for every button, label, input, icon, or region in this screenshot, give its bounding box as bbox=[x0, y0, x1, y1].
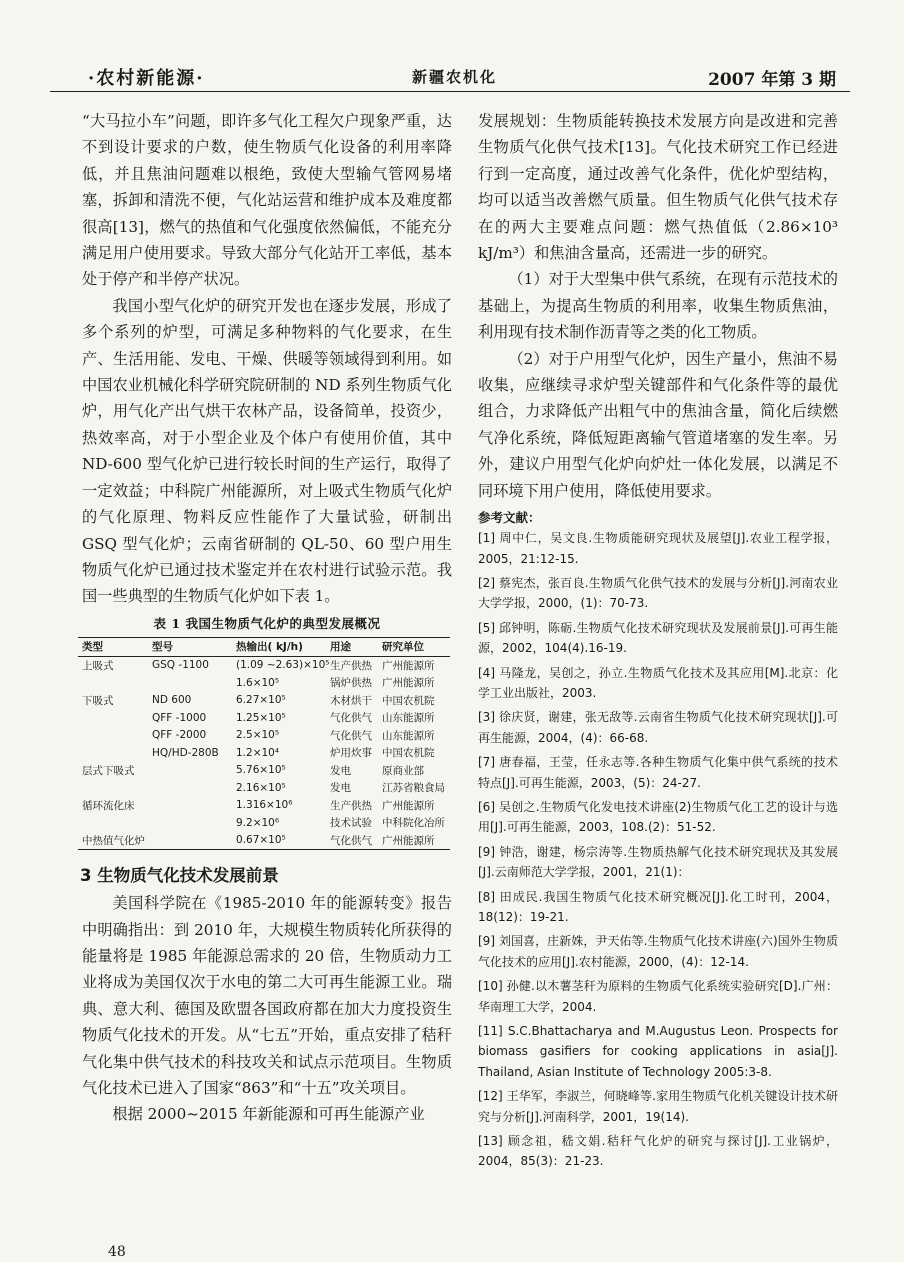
table-cell: 气化供气 bbox=[330, 712, 372, 725]
table-cell: QFF -1000 bbox=[152, 711, 207, 724]
table-header-cell: 型号 bbox=[152, 641, 173, 654]
table-row bbox=[78, 832, 450, 850]
table-cell: 中科院化冶所 bbox=[382, 817, 445, 830]
table-row bbox=[78, 709, 450, 727]
reference-item: [10] 孙健.以木薯茎秆为原料的生物质气化系统实验研究[D].广州：华南理工大学，2004. bbox=[478, 979, 838, 1014]
table-cell: 0.67×10⁵ bbox=[236, 834, 286, 847]
table-cell: 1.316×10⁶ bbox=[236, 799, 293, 812]
table-caption: 表 1 我国生物质气化炉的典型发展概况 bbox=[153, 615, 381, 631]
table-cell bbox=[152, 674, 236, 692]
left-column bbox=[82, 108, 452, 1128]
running-header bbox=[50, 58, 850, 92]
table-cell: 中国农机院 bbox=[382, 694, 435, 707]
table-header-cell: 热输出( kJ/h) bbox=[236, 641, 303, 654]
table-cell bbox=[152, 762, 236, 780]
page-number: 48 bbox=[108, 1244, 126, 1260]
table-cell: 1.25×10⁵ bbox=[236, 711, 286, 724]
table-cell bbox=[152, 779, 236, 797]
table-cell: 5.76×10⁵ bbox=[236, 764, 286, 777]
reference-item: [6] 吴创之.生物质气化发电技术讲座(2)生物质气化工艺的设计与选用[J].可再生能源，2003，108.(2)：51-52. bbox=[478, 799, 838, 835]
table-cell bbox=[78, 779, 152, 797]
table-cell: 原商业部 bbox=[382, 764, 424, 777]
table-cell: ND 600 bbox=[152, 694, 192, 707]
table-cell: 循环流化床 bbox=[82, 799, 135, 812]
table-cell bbox=[152, 797, 236, 815]
paragraph: （1）对于大型集中供气系统，在现有示范技术的基础上，为提高生物质的利用率，收集生物质焦油，利用现有技术制作沥青等之类的化工物质。 bbox=[478, 270, 838, 342]
table-cell: HQ/HD-280B bbox=[152, 746, 219, 759]
reference-item: [8] 田成民.我国生物质气化技术研究概况[J].化工时刊，2004，18(12)：19-21. bbox=[478, 889, 838, 924]
table-cell: QFF -2000 bbox=[152, 729, 207, 742]
table-header-cell: 类型 bbox=[82, 641, 103, 654]
table-cell: 炉用炊事 bbox=[330, 747, 372, 760]
paragraph: 我国小型气化炉的研究开发也在逐步发展，形成了多个系列的炉型，可满足多种物料的气化要求，在生产、生活用能、发电、干燥、供暖等领域得到利用。如中国农业机械化科学研究院研制的 ND 系列生物质气化炉，用气化产出气烘干农林产品，设备简单，投资少，热效率高，对于小型企业及个体户有使用价值，其中 ND-600 型气化炉已进行较长时间的生产运行，取得了一定效益；中科院广州能源所，对上吸式生物质气化炉的气化原理、物料反应性能作了大量试验，研制出 GSQ 型气化炉；云南省研制的 QL-50、60 型户用生物质气化炉已通过技术鉴定并在农村进行试验示范。我国一些典型的生物质气化炉如下表 1。 bbox=[82, 296, 452, 606]
table-row bbox=[78, 656, 450, 674]
reference-item: [1] 周中仁，吴文良.生物质能研究现状及展望[J].农业工程学报，2005，21:12-15. bbox=[478, 531, 838, 566]
table-cell: 层式下吸式 bbox=[82, 764, 135, 777]
table-cell: 广州能源所 bbox=[382, 834, 435, 847]
table-cell bbox=[78, 674, 152, 692]
table-cell: 中热值气化炉 bbox=[82, 834, 145, 847]
reference-item: [9] 刘国喜，庄新姝，尹天佑等.生物质气化技术讲座(六)国外生物质气化技术的应用[J].农村能源，2000，(4)：12-14. bbox=[478, 934, 838, 969]
table-cell bbox=[78, 814, 152, 832]
table-header-row bbox=[78, 637, 450, 656]
table-cell: 1.2×10⁴ bbox=[236, 746, 280, 759]
table-row bbox=[78, 674, 450, 692]
right-column bbox=[478, 108, 838, 1172]
paragraph: 美国科学院在《1985-2010 年的能源转变》报告中明确指出：到 2010 年，大规模生物质转化所获得的能量将是 1985 年能源总需求的 20 倍，生物质动力工业将成为美国仅次于水电的第二大可再生能源工业。瑞典、意大利、德国及欧盟各国政府都在加大力度投资生物质气化技术的开发。从“七五”开始，重点安排了秸秆气化集中供气技术的科技攻关和试点示范项目。生物质气化技术已进入了国家“863”和“十五”攻关项目。 bbox=[82, 894, 452, 1098]
table-cell: 广州能源所 bbox=[382, 659, 435, 672]
table-cell: 气化供气 bbox=[330, 729, 372, 742]
table-cell: 山东能源所 bbox=[382, 729, 435, 742]
table-cell: 生产供热 bbox=[330, 659, 372, 672]
reference-item: [7] 唐春福，王莹，任永志等.各种生物质气化集中供气系统的技术特点[J].可再生能源，2003，(5)：24-27. bbox=[478, 755, 838, 790]
table-cell: 气化供气 bbox=[330, 834, 372, 847]
reference-list bbox=[478, 528, 838, 1172]
paragraph: 发展规划：生物质能转换技术发展方向是改进和完善生物质气化供气技术[13]。气化技术研究工作已经进行到一定高度，通过改善气化条件，优化炉型结构，均可以适当改善燃气质量。但生物质气化供气技术存在的两大主要难点问题：燃气热值低（2.86×10³ kJ/m³）和焦油含量高，还需进一步的研究。 bbox=[478, 112, 838, 263]
table-cell: 山东能源所 bbox=[382, 712, 435, 725]
table-cell: 生产供热 bbox=[330, 799, 372, 812]
table-cell: 下吸式 bbox=[82, 694, 114, 707]
table-cell: 技术试验 bbox=[330, 817, 372, 830]
reference-item: [4] 马隆龙，吴创之，孙立.生物质气化技术及其应用[M].北京：化学工业出版社，2003. bbox=[478, 665, 838, 700]
reference-item: [2] 蔡宪杰，张百良.生物质气化供气技术的发展与分析[J].河南农业大学学报，2000，(1)：70-73. bbox=[478, 575, 838, 611]
table-cell: 锅炉供热 bbox=[330, 677, 372, 690]
reference-item: [11] S.C.Bhattacharya and M.Augustus Leon. Prospects for biomass gasifiers for cooking applications in asia[J]. Thailand, Asian Institute of Technology 2005:3-8. bbox=[478, 1024, 838, 1079]
table-cell bbox=[78, 709, 152, 727]
table-cell: 2.16×10⁵ bbox=[236, 781, 286, 794]
table-row bbox=[78, 762, 450, 780]
reference-item: [12] 王华军，李淑兰，何晓峰等.家用生物质气化机关键设计技术研究与分析[J].河南科学，2001，19(14). bbox=[478, 1089, 838, 1124]
issue-label: 2007 年第 3 期 bbox=[708, 70, 836, 90]
table-cell: 6.27×10⁵ bbox=[236, 694, 286, 707]
journal-section: ·农村新能源· bbox=[88, 68, 205, 89]
table-row bbox=[78, 744, 450, 762]
table-cell: 9.2×10⁶ bbox=[236, 816, 280, 829]
table-header-cell: 研究单位 bbox=[382, 641, 424, 654]
table-cell bbox=[78, 727, 152, 745]
table-row bbox=[78, 727, 450, 745]
references-title: 参考文献： bbox=[478, 510, 541, 526]
reference-item: [13] 顾念祖，嵇文娟.秸秆气化炉的研究与探讨[J].工业锅炉，2004，85(3)：21-23. bbox=[478, 1134, 838, 1169]
table-cell: 广州能源所 bbox=[382, 799, 435, 812]
reference-item: [9] 钟浩，谢建，杨宗涛等.生物质热解气化技术研究现状及其发展[J].云南师范大学学报，2001，21(1)： bbox=[478, 844, 838, 880]
table-header-cell: 用途 bbox=[330, 641, 351, 654]
table-cell: 中国农机院 bbox=[382, 747, 435, 760]
table-row bbox=[78, 814, 450, 832]
section-heading: 3 生物质气化技术发展前景 bbox=[80, 866, 279, 886]
table-cell: 广州能源所 bbox=[382, 677, 435, 690]
table-row bbox=[78, 797, 450, 815]
table-row bbox=[78, 779, 450, 797]
table-cell: (1.09 ~2.63)×10⁵ bbox=[236, 659, 330, 672]
journal-name: 新疆农机化 bbox=[412, 68, 498, 86]
table-cell: GSQ -1100 bbox=[152, 659, 209, 672]
table-cell: 江苏省粮食局 bbox=[382, 782, 445, 795]
table-cell bbox=[78, 744, 152, 762]
table-cell: 2.5×10⁵ bbox=[236, 729, 280, 742]
table-cell bbox=[152, 832, 236, 850]
table-cell: 上吸式 bbox=[82, 659, 114, 672]
reference-item: [5] 邱钟明，陈砺.生物质气化技术研究现状及发展前景[J].可再生能源，2002，104(4).16-19. bbox=[478, 620, 838, 656]
table-cell: 1.6×10⁵ bbox=[236, 676, 280, 689]
gasifier-table bbox=[78, 637, 450, 851]
paragraph: “大马拉小车”问题，即许多气化工程欠户现象严重，达不到设计要求的户数，使生物质气化设备的利用率降低，并且焦油问题难以根绝，致使大型输气管网易堵塞，拆卸和清洗不便，气化站运营和维护成本及难度都很高[13]，燃气的热值和气化强度依然偏低，不能充分满足用户使用要求。导致大部分气化站开工率低，基本处于停产和半停产状况。 bbox=[82, 112, 452, 289]
table-cell: 发电 bbox=[330, 764, 351, 777]
table-cell: 木材烘干 bbox=[330, 694, 372, 707]
table-cell bbox=[152, 814, 236, 832]
paragraph: （2）对于户用型气化炉，因生产量小，焦油不易收集，应继续寻求炉型关键部件和气化条件等的最优组合，力求降低产出粗气中的焦油含量，简化后续燃气净化系统，降低短距离输气管道堵塞的发生率。另外，建议户用型气化炉向炉灶一体化发展，以满足不同环境下用户使用，降低使用要求。 bbox=[478, 349, 838, 500]
table-row bbox=[78, 692, 450, 710]
table-body bbox=[78, 656, 450, 850]
paragraph: 根据 2000~2015 年新能源和可再生能源产业 bbox=[112, 1105, 425, 1124]
reference-item: [3] 徐庆贤，谢建，张无敌等.云南省生物质气化技术研究现状[J].可再生能源，2004，(4)：66-68. bbox=[478, 710, 838, 745]
table-cell: 发电 bbox=[330, 782, 351, 795]
